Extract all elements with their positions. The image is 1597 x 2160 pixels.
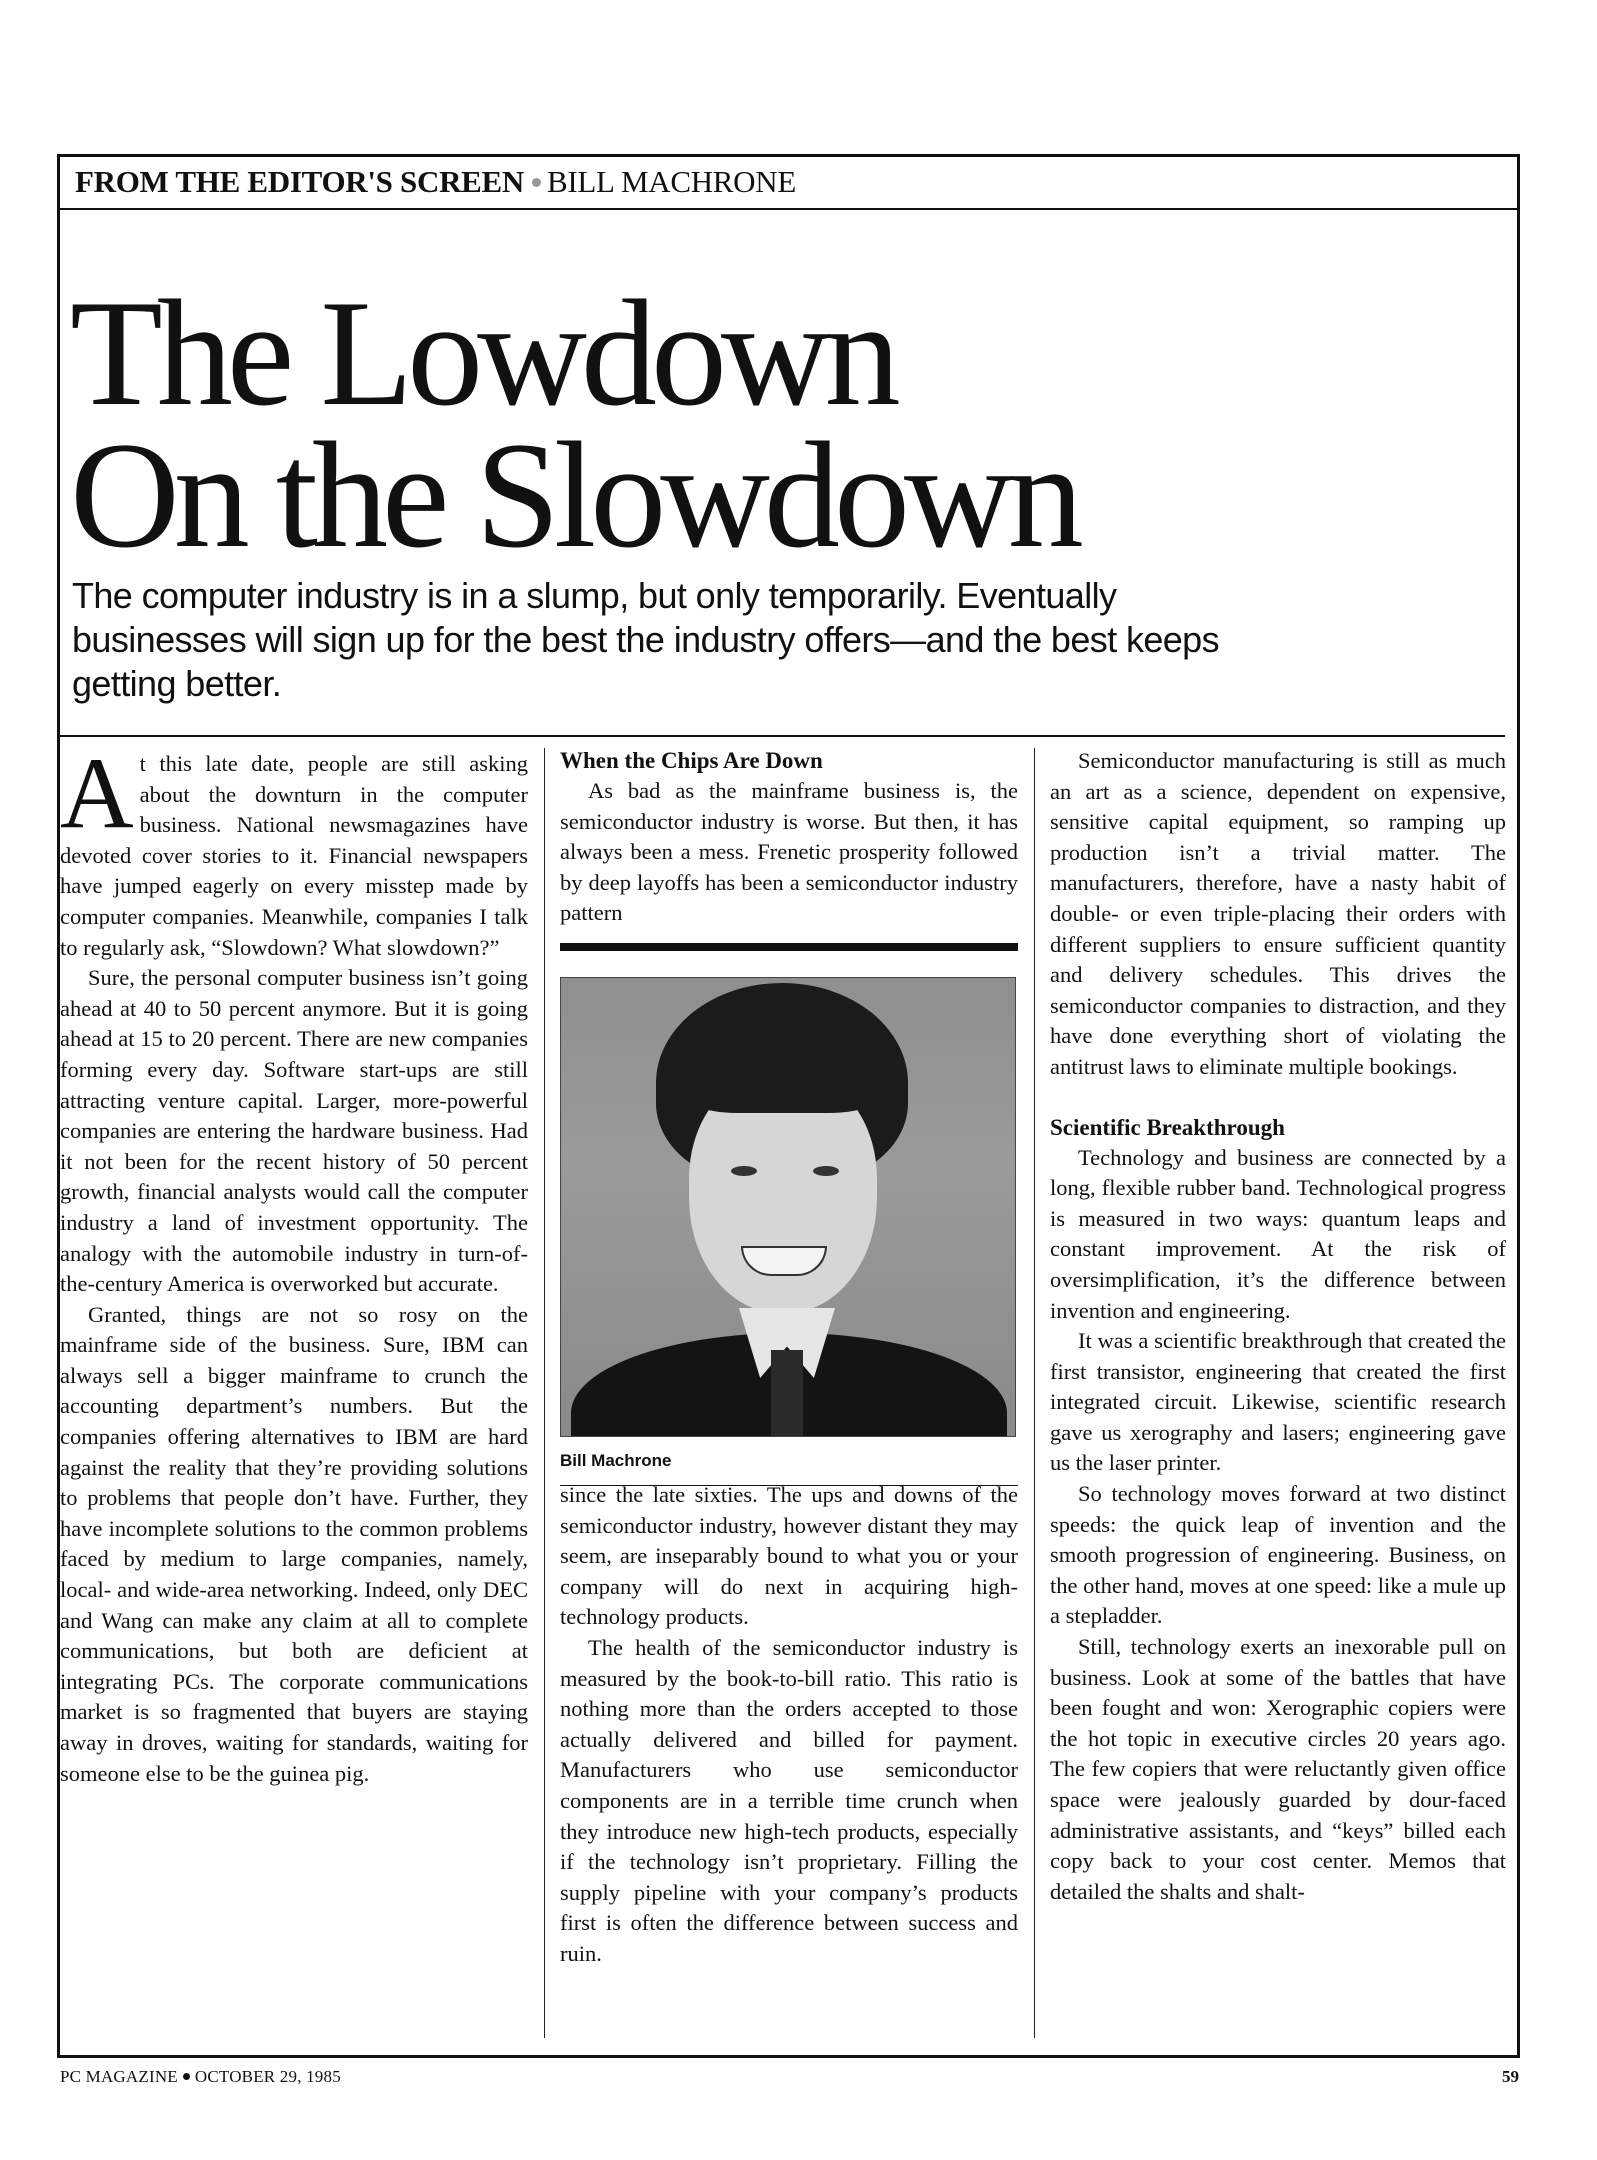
subheading: When the Chips Are Down [560, 748, 823, 773]
horizontal-rule [57, 735, 1505, 737]
column-divider-1 [544, 748, 545, 2038]
body-paragraph: Granted, things are not so rosy on the mainframe side of the business. Sure, IBM can always sell a bigger mainframe to crunch the accounting department’s numbers. But the companies offering alternatives to IBM are hard against the reality that they’re providing solutions to problems that people don’t have. Further, they have incomplete solutions to the common problems faced by medium to large companies, namely, local- and wide-area networking. Indeed, only DEC and Wang can make any claim at all to complete communications, but both are deficient at integrating PCs. The corporate communications market is so fragmented that buyers are staying away in droves, waiting for standards, waiting for someone else to be the guinea pig. [60, 1301, 528, 1786]
column-2-top [560, 746, 1018, 929]
author-name: BILL MACHRONE [547, 164, 796, 199]
photo-top-bar [560, 943, 1018, 951]
page-footer [60, 2067, 341, 2087]
headline-line-2: On the Slowdown [70, 411, 1078, 579]
page-number: 59 [1502, 2067, 1519, 2086]
body-paragraph: Still, technology exerts an inexorable pull on business. Look at some of the battles that have been fought and won: Xerographic copiers were the hot topic in executive circles 20 years ago. The few copiers that were reluctantly given office space were jealously guarded by dour-faced administrative assistants, and “keys” billed each copy back to your cost center. Memos that detailed the shalts and shalt- [1050, 1634, 1506, 1904]
author-photo-block [560, 943, 1018, 1486]
section-header [57, 154, 1520, 210]
author-photo [560, 977, 1016, 1437]
column-3 [1050, 746, 1506, 1907]
body-paragraph: Semiconductor manufacturing is still as much an art as a science, dependent on expensive, sensitive capital equipment, so ramping up production isn’t a trivial matter. The manufacturers, therefore, have a nasty habit of double- or even triple-placing their orders with different suppliers to ensure sufficient quantity and delivery schedules. This drives the semiconductor companies to distraction, and they have done everything short of violating the antitrust laws to eliminate multiple bookings. [1050, 748, 1506, 1079]
body-paragraph: At this late date, people are still asking about the downturn in the computer business. National newsmagazines have devoted cover stories to it. Financial newspapers have jumped eagerly on every misstep made by computer companies. Meanwhile, companies I talk to regularly ask, “Slowdown? What slowdown?” [60, 737, 528, 960]
headline [70, 269, 1078, 579]
issue-date: OCTOBER 29, 1985 [194, 2067, 341, 2086]
section-name: FROM THE EDITOR'S SCREEN [75, 164, 525, 199]
body-paragraph: It was a scientific breakthrough that created the first transistor, engineering that created the first integrated circuit. Likewise, scientific research gave us xerography and lasers; engineering gave us the laser printer. [1050, 1328, 1506, 1476]
body-paragraph: Sure, the personal computer business isn’t going ahead at 40 to 50 percent anymore. But it is going ahead at 15 to 20 percent. There are new companies forming every day. Software start-ups are still attracting venture capital. Larger, more-powerful companies are entering the hardware business. Had it not been for the recent history of 50 percent growth, financial analysts would call the computer industry a land of investment opportunity. The analogy with the automobile industry in turn-of-the-century America is overworked but accurate. [60, 965, 528, 1297]
column-1 [60, 737, 528, 1789]
body-paragraph: The health of the semiconductor industry is measured by the book-to-bill ratio. This ratio is nothing more than the orders accepted to those actually delivered and billed for payment. Manufacturers who use semiconductor components are in a terrible time crunch when they introduce new high-tech products, especially if the technology isn’t proprietary. Filling the supply pipeline with your company’s products first is often the difference between success and ruin. [560, 1634, 1018, 1966]
body-paragraph: So technology moves forward at two distinct speeds: the quick leap of invention and the smooth progression of engineering. Business, on the other hand, moves at one speed: like a mule up a stepladder. [1050, 1481, 1506, 1629]
section-kicker [75, 164, 796, 200]
body-paragraph: since the late sixties. The ups and downs of the semiconductor industry, however distant they may seem, are inseparably bound to what you or your company will do next in acquiring high-technology products. [560, 1482, 1018, 1630]
body-paragraph: As bad as the mainframe business is, the semiconductor industry is worse. But then, it has always been a mess. Frenetic prosperity followed by deep layoffs has been a semiconductor industry pattern [560, 778, 1018, 926]
bullet-icon [532, 178, 541, 187]
publication-name: PC MAGAZINE [60, 2067, 178, 2086]
column-2-bottom [560, 1480, 1018, 1970]
body-paragraph: Technology and business are connected by a long, flexible rubber band. Technological progress is measured in two ways: quantum leaps and constant improvement. At the risk of oversimplification, it’s the difference between invention and engineering. [1050, 1144, 1506, 1323]
headline-line-1: The Lowdown [70, 269, 895, 437]
column-divider-2 [1034, 748, 1035, 2038]
drop-cap: A [60, 737, 134, 850]
subheading: Scientific Breakthrough [1050, 1114, 1285, 1140]
photo-caption: Bill Machrone [560, 1451, 672, 1470]
bullet-icon [183, 2073, 190, 2080]
deck-subtitle: The computer industry is in a slump, but only temporarily. Eventually businesses will sign up for the best the industry offers—and the best keeps getting better. [72, 575, 1220, 704]
